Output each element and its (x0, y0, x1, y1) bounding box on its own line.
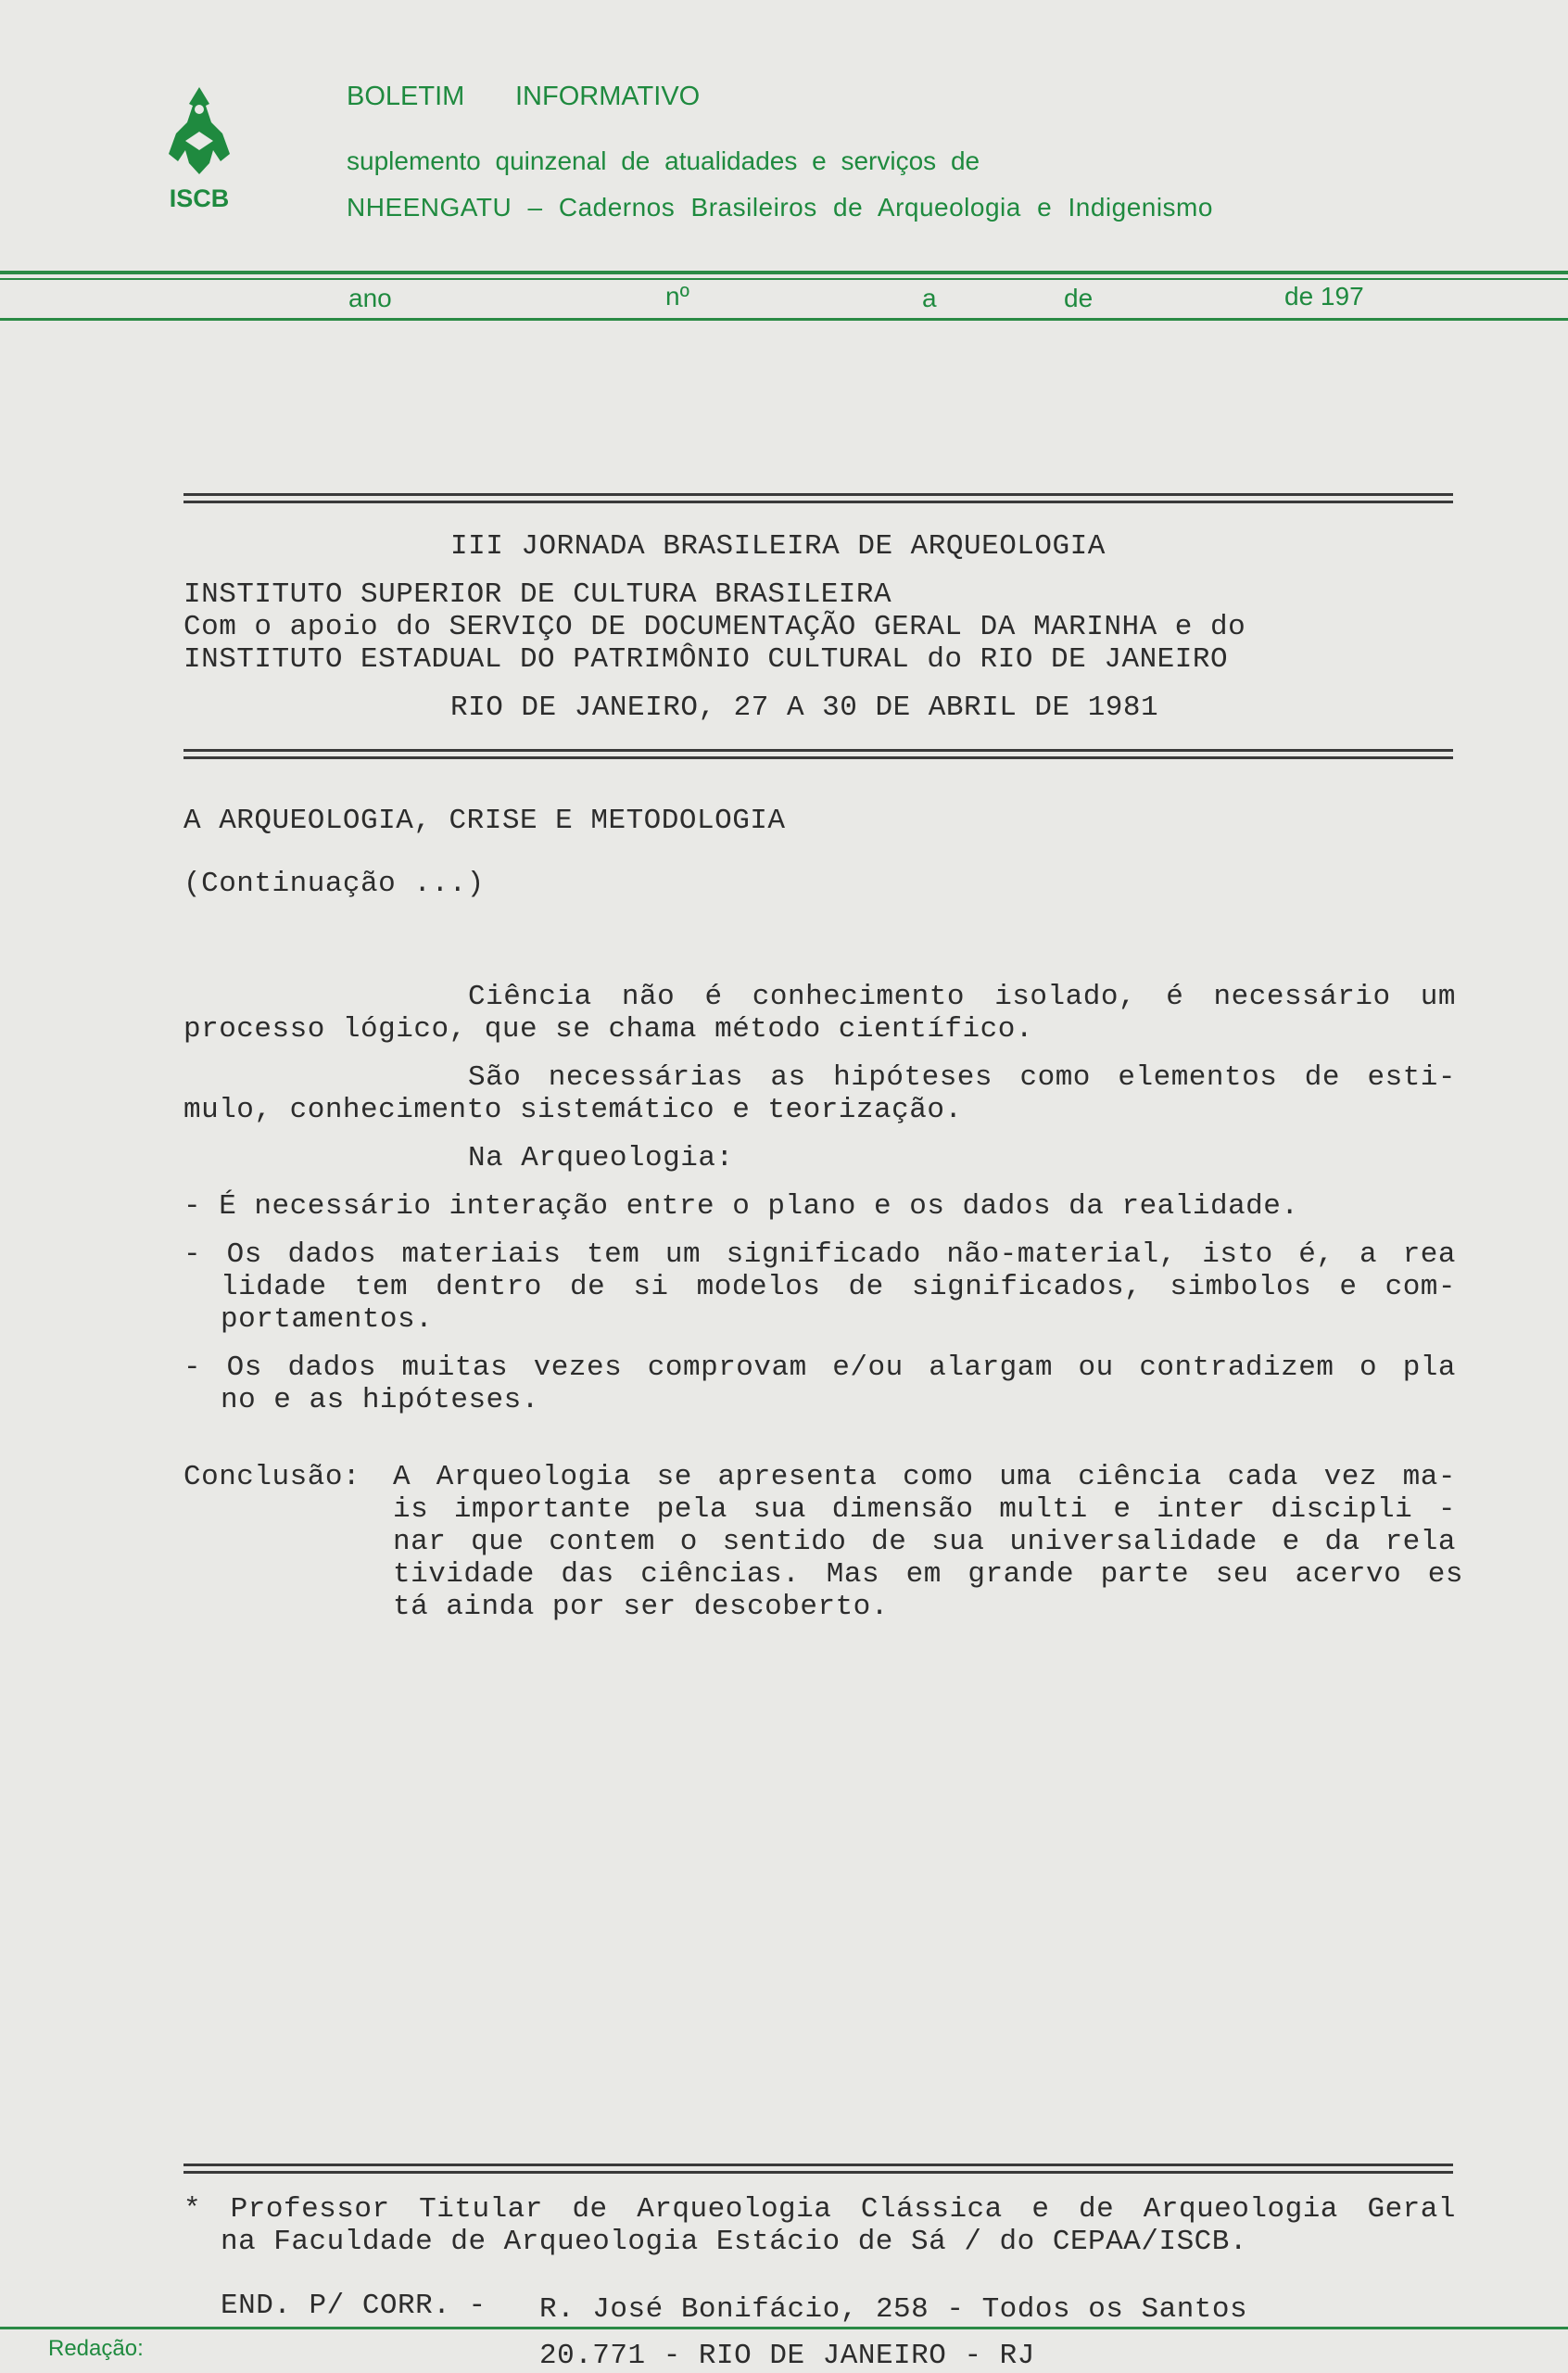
bullet-item-line: lidade tem dentro de si modelos de significados, simbolos e com- (221, 1271, 1456, 1303)
masthead-rule-top-thin (0, 278, 1568, 280)
iscb-logo (158, 85, 241, 212)
article-heading: A ARQUEOLOGIA, CRISE E METODOLOGIA (183, 805, 786, 837)
bullet-item-line: no e as hipóteses. (221, 1384, 539, 1416)
paragraph-line: processo lógico, que se chama método científico. (183, 1013, 1033, 1046)
bullet-item-line: - Os dados materiais tem um significado não-material, isto é, a rea (183, 1238, 1456, 1271)
event-support-line2: INSTITUTO ESTADUAL DO PATRIMÔNIO CULTURAL do RIO DE JANEIRO (183, 643, 1229, 676)
event-organizer: INSTITUTO SUPERIOR DE CULTURA BRASILEIRA (183, 578, 892, 611)
journal-name: NHEENGATU – Cadernos Brasileiros de Arqueologia e Indigenismo (347, 193, 1213, 222)
double-rule (183, 749, 1453, 759)
date-field-year: de 197 (1284, 282, 1364, 311)
masthead-rule-bottom (0, 318, 1568, 321)
conclusion-line: tá ainda por ser descoberto. (393, 1591, 889, 1623)
address-city: 20.771 - RIO DE JANEIRO - RJ (539, 2340, 1035, 2372)
bulletin-subtitle: suplemento quinzenal de atualidades e serviços de (347, 146, 980, 175)
paragraph-line: São necessárias as hipóteses como elementos de esti- (468, 1061, 1456, 1094)
date-field-ano: ano (348, 284, 392, 312)
double-rule (183, 493, 1453, 503)
conclusion-line: nar que contem o sentido de sua universalidade e da rela (393, 1526, 1456, 1558)
article-continuation: (Continuação ...) (183, 868, 485, 900)
bullet-item-line: - É necessário interação entre o plano e os dados da realidade. (183, 1190, 1299, 1223)
footer-rule (0, 2327, 1568, 2329)
logo-text: ISCB (169, 184, 230, 212)
paragraph-line: mulo, conhecimento sistemático e teorização. (183, 1094, 963, 1126)
paragraph-line: Na Arqueologia: (468, 1142, 734, 1174)
double-rule (183, 2164, 1453, 2174)
event-title: III JORNADA BRASILEIRA DE ARQUEOLOGIA (450, 530, 1106, 563)
event-place-date: RIO DE JANEIRO, 27 A 30 DE ABRIL DE 1981 (450, 692, 1159, 724)
bulletin-title-word1: BOLETIM (347, 82, 465, 111)
conclusion-line: is importante pela sua dimensão multi e inter discipli - (393, 1493, 1456, 1526)
bulletin-title-word2: INFORMATIVO (515, 82, 701, 111)
date-field-numero: nº (665, 282, 689, 311)
paragraph-line: Ciência não é conhecimento isolado, é necessário um (468, 981, 1456, 1013)
bullet-item-line: - Os dados muitas vezes comprovam e/ou alargam ou contradizem o pla (183, 1351, 1456, 1384)
footnote-line: na Faculdade de Arqueologia Estácio de Sá / do CEPAA/ISCB. (221, 2226, 1247, 2258)
conclusion-line: tividade das ciências. Mas em grande parte seu acervo es (393, 1558, 1463, 1591)
date-field-de: de (1064, 284, 1094, 312)
event-support-line1: Com o apoio do SERVIÇO DE DOCUMENTAÇÃO GERAL DA MARINHA e do (183, 611, 1246, 643)
conclusion-line: A Arqueologia se apresenta como uma ciência cada vez ma- (393, 1461, 1456, 1493)
address-street: R. José Bonifácio, 258 - Todos os Santos (539, 2293, 1248, 2326)
footer-redacao: Redação: (48, 2336, 144, 2361)
date-field-a: a (922, 284, 937, 312)
logo-figure-icon (158, 85, 241, 178)
bullet-item-line: portamentos. (221, 1303, 434, 1336)
footnote-line: * Professor Titular de Arqueologia Clássica e de Arqueologia Geral (183, 2193, 1456, 2226)
masthead-rule-top (0, 271, 1568, 274)
address-label: END. P/ CORR. - (221, 2290, 487, 2322)
conclusion-label: Conclusão: (183, 1461, 361, 1493)
